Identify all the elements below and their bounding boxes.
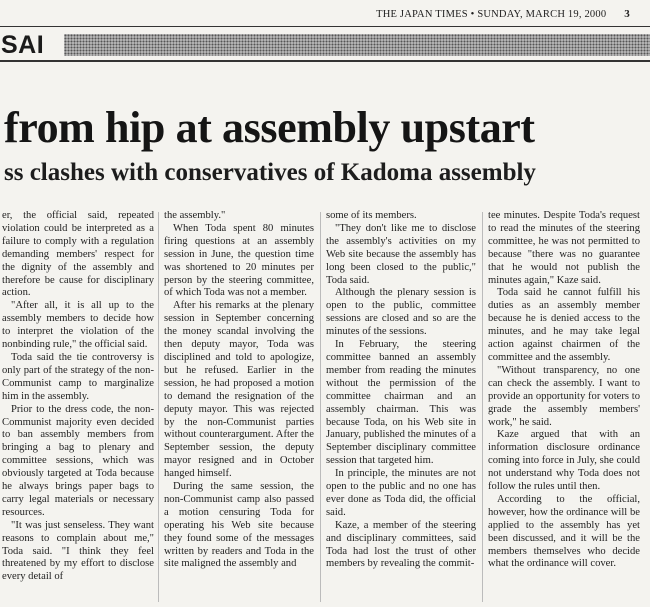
article-column-2 (164, 210, 314, 571)
article-paragraph: Prior to the dress code, the non-Communist majority even decided to ban assembly members from bringing a bag to plenary and committee sessions, which was obviously targeted at Toda because he always brings paper bags to carry legal materials or necessary resources. (2, 403, 154, 518)
page-number: 3 (624, 8, 630, 20)
halftone-band (64, 34, 650, 56)
article-paragraph: In principle, the minutes are not open to the public and no one has ever done as Toda did, the official said. (326, 468, 476, 518)
article-paragraph: During the same session, the non-Communist camp also passed a motion censuring Toda for operating his Web site because they found some of the messages written by readers and Toda in the site maligned the assembly and (164, 481, 314, 570)
masthead-rule (0, 26, 650, 27)
masthead-paper (376, 9, 606, 20)
article-column-1 (2, 210, 154, 584)
column-divider (482, 212, 483, 602)
article-paragraph: tee minutes. Despite Toda's request to read the minutes of the steering committee, he was not permitted to because "there was no guarantee that he would not publish the minutes again," Kaze said. (488, 210, 640, 286)
article-paragraph: "After all, it is all up to the assembly members to decide how to interpret the violation of the nonbinding rule," the official said. (2, 300, 154, 351)
section-label: SAI (1, 31, 45, 59)
article-paragraph: "They don't like me to disclose the assembly's activities on my Web site because the assembly has long been closed to the public," Toda said. (326, 222, 476, 286)
article-paragraph: Toda said he cannot fulfill his duties as an assembly member because he is denied access to the minutes, and he may take legal action against chairmen of the committee and the assembly. (488, 287, 640, 363)
masthead-date: SUNDAY, MARCH 19, 2000 (477, 9, 607, 20)
article-column-3 (326, 210, 476, 571)
article-paragraph: "It was just senseless. They want reasons to complain about me," Toda said. "I think they feel threatened by my effort to disclose every detail of (2, 519, 154, 583)
article-paragraph: Although the plenary session is open to the public, committee sessions are closed and so are the minutes of the sessions. (326, 287, 476, 338)
headline: from hip at assembly upstart (4, 103, 535, 152)
masthead-separator: • (470, 9, 475, 20)
article-paragraph: Toda said the tie controversy is only part of the strategy of the non-Communist camp to marginalize him in the assembly. (2, 351, 154, 402)
article-paragraph: When Toda spent 80 minutes firing questions at an assembly session in June, the question time was shortened to 20 minutes per person by the steering committee, of which Toda was not a member. (164, 222, 314, 299)
article-column-4 (488, 210, 640, 571)
column-divider (320, 212, 321, 602)
masthead (376, 8, 630, 22)
subheadline: ss clashes with conservatives of Kadoma assembly (4, 159, 536, 186)
section-rule (0, 60, 650, 62)
article-paragraph: After his remarks at the plenary session in September concerning the money scandal involving the then deputy mayor, Toda was disciplined and told to apologize, but he refused. Earlier in the session, he had proposed a motion to demand the resignation of the deputy mayor. This was rejected by the non-Communist parties without counterargument. After the September session, the deputy mayor resigned and in October hanged himself. (164, 300, 314, 480)
article-paragraph: the assembly." (164, 210, 226, 221)
article-paragraph: In February, the steering committee banned an assembly member from reading the minutes without the permission of the committee chairman and an assembly chairman. This was because Toda, on his Web site in January, published the minutes of a September disciplinary committee session that targeted him. (326, 339, 476, 467)
article-paragraph: According to the official, however, how the ordinance will be applied to the assembly has yet been discussed, and it will be the members themselves who decide what the ordinance will cover. (488, 493, 640, 570)
article-paragraph: Kaze, a member of the steering and disciplinary committees, said Toda had lost the trust of other members by revealing the commit- (326, 519, 476, 570)
section-banner (0, 32, 650, 90)
article-paragraph: "Without transparency, no one can check the assembly. I want to provide an opportunity for voters to grade the assembly members' work," he said. (488, 364, 640, 428)
article-paragraph: Kaze argued that with an information disclosure ordinance coming into force in July, she could not understand why Toda does not follow the rules until then. (488, 429, 640, 493)
masthead-paper-name: THE JAPAN TIMES (376, 9, 468, 20)
article-paragraph: some of its members. (326, 210, 417, 221)
article-paragraph: er, the official said, repeated violation could be interpreted as a failure to comply with a regulation demanding members' respect for the dignity of the assembly and therefore be cause for disciplinary action. (2, 210, 154, 299)
column-divider (158, 212, 159, 602)
